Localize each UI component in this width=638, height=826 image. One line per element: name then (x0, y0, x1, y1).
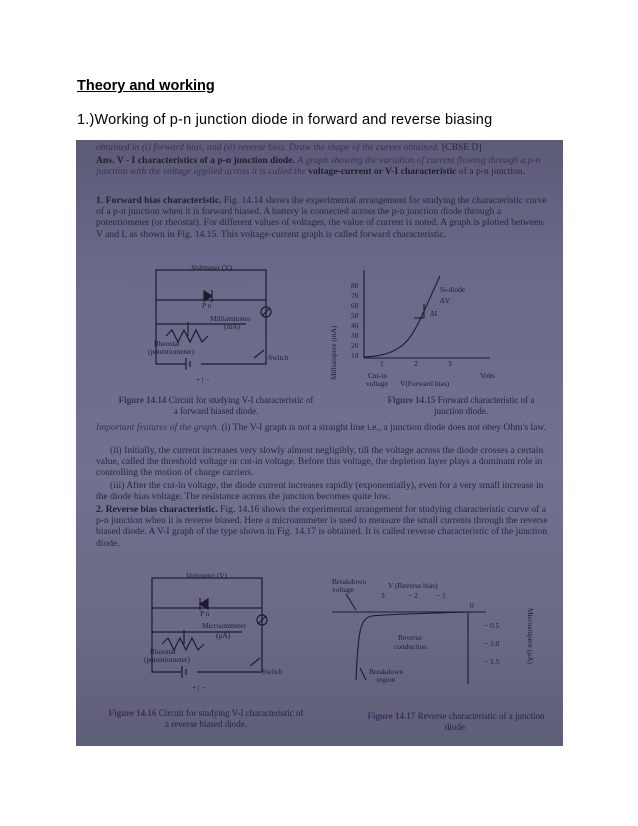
fig2-dv-label: ΔV (440, 296, 451, 305)
fig2-xtick-1: 1 (380, 359, 384, 368)
section-subheading: 1.)Working of p-n junction diode in forward and reverse biasing (77, 112, 493, 128)
fig3-pn: P n (200, 609, 210, 618)
fig4-ytick-10: − 1.0 (484, 639, 500, 648)
reverse-bias-paragraph: 2. Reverse bias characteristic. Fig. 14.16 shows the experimental arrangement for studying characteristic curve of a p-n junction when it is reverse biased. Here a microammeter is used to measure the small currents through the reverse biased diode. A V-I graph of the type shown in Fig. 14.17 is obtained. It is called reverse characteristic of the junction diode. (96, 504, 548, 549)
fig2-cutin: Cut-in (368, 371, 387, 380)
fig4-caption: Figure 14.17 Reverse characteristic of a junction diode. (367, 711, 545, 732)
fig2-voltage: voltage (366, 379, 388, 388)
fig4-reverse: Reverse (398, 633, 422, 642)
forward-bias-paragraph: 1. Forward bias characteristic. Fig. 14.14 shows the experimental arrangement for studying the characteristic curve of a p-n junction when it is forward biased. A battery is connected across the p-n junction diode through a potentiometer (or rheostat). For different values of voltages, the value of current is noted. A graph is plotted between V and I, as shown in Fig. 14.15. This voltage-current graph is called forward characteristic. (96, 195, 547, 240)
fig3-potentiometer: (potentiometer) (144, 655, 190, 664)
fig2-xlabel: V(Forward bias) (400, 379, 450, 388)
fig3-battery: + | − (192, 683, 206, 692)
fig4-breakdown-region: Breakdown region (368, 667, 404, 684)
fig3-rheostat: Rheostat (150, 647, 176, 656)
forward-circuit-diagram (126, 264, 296, 388)
fig2-ytick-60: 60 (351, 301, 359, 310)
top-line: obtained in (i) forward bias, and (ii) reverse bias. Draw the shape of the curves obtained. [CBSE D] (96, 142, 482, 153)
fig1-caption: Figure 14.14 Circuit for studying V-I characteristic of a forward biased diode. (118, 395, 314, 416)
fig4-xtick-2: − 2 (408, 591, 418, 600)
fig1-ma: (mA) (224, 322, 241, 331)
fig3-switch: Switch (262, 667, 283, 676)
fig4-xtick-1: − 1 (436, 591, 446, 600)
fig2-xtick-2: 2 (414, 359, 418, 368)
fig2-ytick-10: 10 (351, 351, 359, 360)
fig4-zero: 0 (470, 601, 474, 610)
fig3-microammeter: Microammeter (202, 621, 246, 630)
fig2-xtick-3: 3 (448, 359, 452, 368)
fig2-ytick-20: 20 (351, 341, 359, 350)
features-paragraph-2: (ii) Initially, the current increases very slowly almost negligibly, till the voltage across the diode crosses a certain value, called the threshold voltage or cut-in voltage. Before this voltage, the depletion layer plays a dominant role in controlling the motion of charge carriers. (96, 445, 544, 479)
answer-paragraph: Ans. V - I characteristics of a p-n junction diode. A graph showing the variation of current flowing through a p-n junction with the voltage applied across it is called the voltage-current or V-I characteristic of a p-n junction. (96, 155, 541, 178)
fig4-ylabel: Microampere (μA) (526, 608, 535, 664)
fig2-ytick-80: 80 (351, 281, 359, 290)
fig2-caption: Figure 14.15 Forward characteristic of a junction diode. (387, 395, 535, 416)
fig4-ytick-05: − 0.5 (484, 621, 500, 630)
fig1-rheostat: Rheostat (154, 339, 180, 348)
page-heading: Theory and working (77, 78, 215, 94)
fig1-milliammeter: Milliammeter (210, 314, 251, 323)
fig4-conduction: conduction (394, 642, 427, 651)
fig2-volts: Volts (480, 371, 496, 380)
fig1-switch: Switch (268, 353, 289, 362)
fig4-breakdown-voltage: Breakdown voltage (332, 577, 367, 594)
fig2-si-label: Si-diode (440, 285, 466, 294)
fig1-battery: + | − (196, 375, 210, 384)
fig2-ylabel: Milliampere (mA) (329, 325, 338, 380)
fig4-xtick-3: 3 (381, 591, 385, 600)
fig2-di-label: ΔI (430, 309, 438, 318)
fig1-potentiometer: (potentiometer) (148, 347, 194, 356)
fig4-ytick-15: − 1.5 (484, 657, 500, 666)
textbook-photo (76, 140, 563, 746)
fig4-xlabel: V (Reverse bias) (388, 581, 438, 590)
reverse-circuit-diagram (122, 572, 292, 696)
fig2-ytick-40: 40 (351, 321, 359, 330)
fig3-voltmeter: Voltmeter (V) (186, 571, 228, 580)
fig3-ua: (μA) (216, 631, 231, 640)
fig3-caption: Figure 14.16 Circuit for studying V-I characteristic of a reverse biased diode. (108, 708, 304, 729)
fig1-voltmeter: Voltmeter (V) (191, 263, 233, 272)
fig2-ytick-70: 70 (351, 291, 359, 300)
fig2-ytick-50: 50 (351, 311, 359, 320)
features-paragraph-1: Important features of the graph. (i) The V-I graph is not a straight line i.e., a junction diode does not obey Ohm's law. (96, 422, 547, 433)
features-paragraph-3: (iii) After the cut-in voltage, the diode current increases rapidly (exponentially), even for a very small increase in the diode bias voltage. The resistance across the junction becomes quite low. (96, 480, 544, 503)
fig2-ytick-30: 30 (351, 331, 359, 340)
fig1-pn: P n (202, 301, 212, 310)
